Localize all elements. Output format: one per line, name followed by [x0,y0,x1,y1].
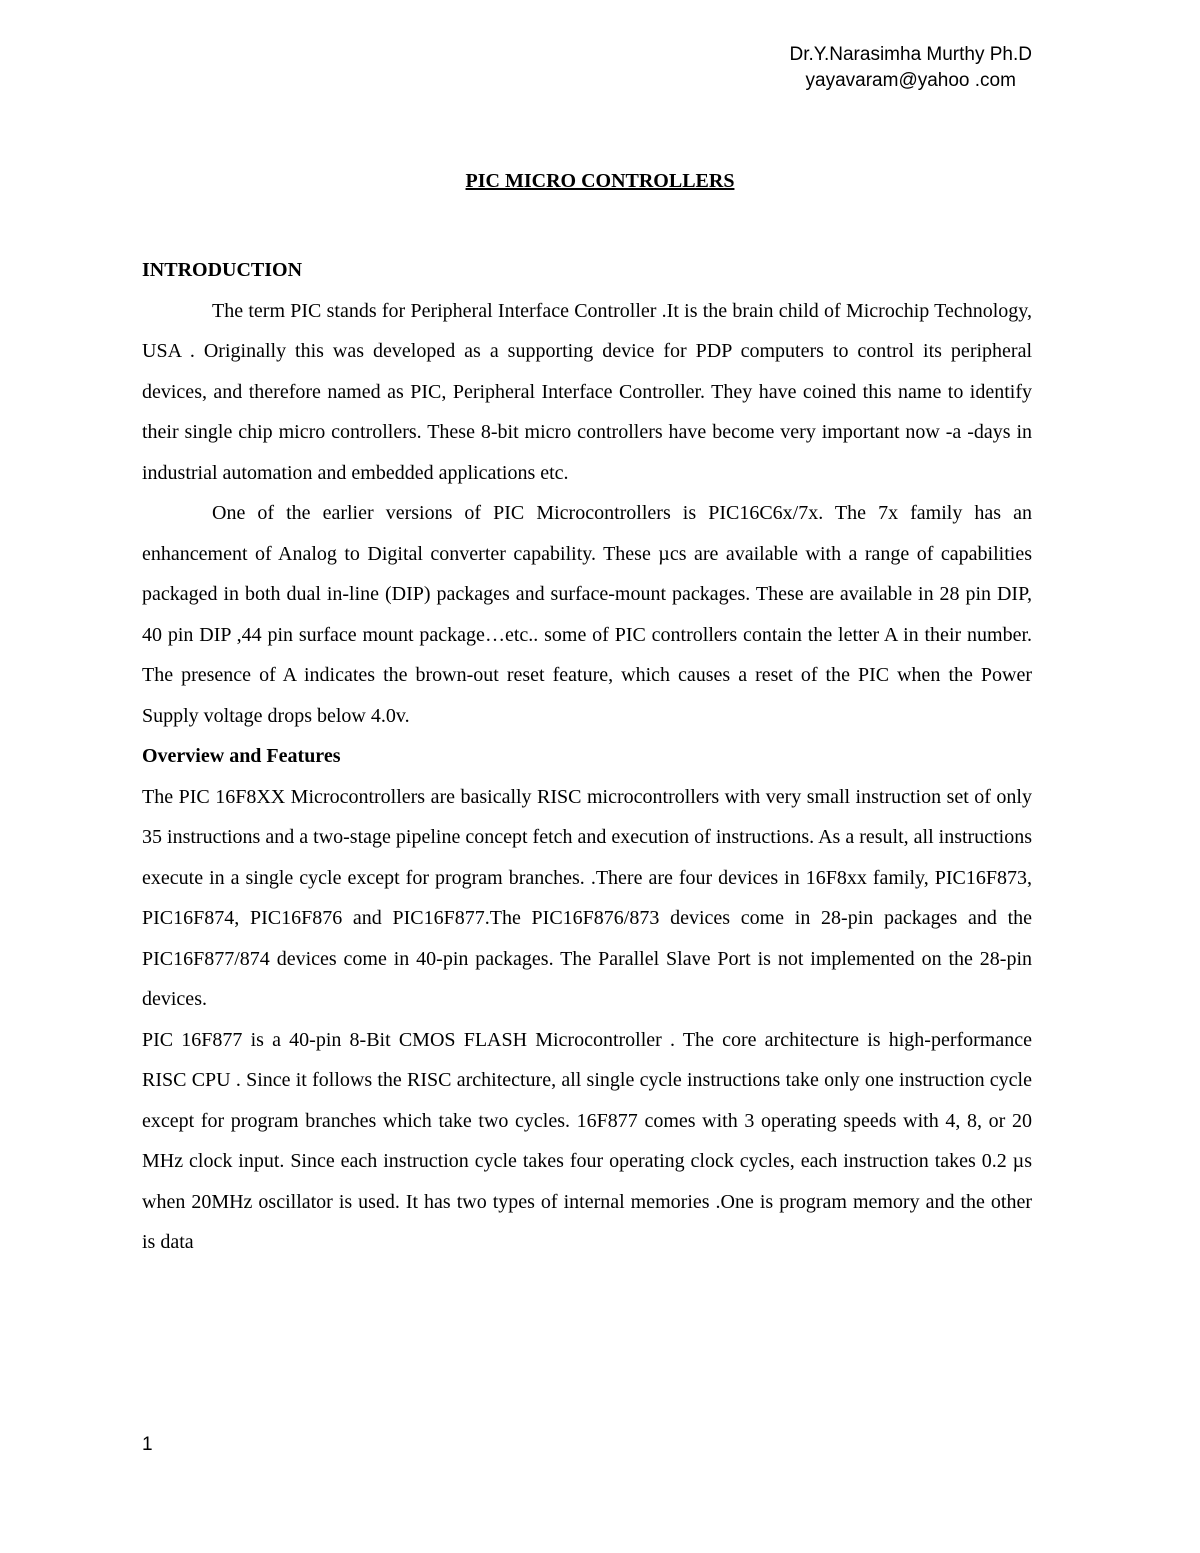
introduction-paragraph-1: The term PIC stands for Peripheral Interface Controller .It is the brain child of Microchip Technology, USA . Originally this was developed as a supporting device for PDP computers to control its peripheral devices, and therefore named as PIC, Peripheral Interface Controller. They have coined this name to identify their single chip micro controllers. These 8-bit micro controllers have become very important now -a -days in industrial automation and embedded applications etc. [142,299,1032,484]
overview-paragraph-1: The PIC 16F8XX Microcontrollers are basically RISC microcontrollers with very small instruction set of only 35 instructions and a two-stage pipeline concept fetch and execution of instructions. As a result, all instructions execute in a single cycle except for program branches. .There are four devices in 16F8xx family, PIC16F873, PIC16F874, PIC16F876 and PIC16F877.The PIC16F876/873 devices come in 28-pin packages and the PIC16F877/874 devices come in 40-pin packages. The Parallel Slave Port is not implemented on the 28-pin devices. [142,785,1032,1010]
page-header [789,42,1032,94]
section-heading-introduction: INTRODUCTION [142,259,303,281]
author-name: Dr.Y.Narasimha Murthy Ph.D [789,44,1032,65]
page-number: 1 [142,1434,153,1455]
section-heading-overview: Overview and Features [142,745,341,767]
document-title: PIC MICRO CONTROLLERS [465,170,735,192]
introduction-paragraph-2: One of the earlier versions of PIC Microcontrollers is PIC16C6x/7x. The 7x family has an enhancement of Analog to Digital converter capability. These µcs are available with a range of capabilities packaged in both dual in-line (DIP) packages and surface-mount packages. These are available in 28 pin DIP, 40 pin DIP ,44 pin surface mount package…etc.. some of PIC controllers contain the letter A in their number. The presence of A indicates the brown-out reset feature, which causes a reset of the PIC when the Power Supply voltage drops below 4.0v. [142,502,1032,727]
author-email: yayavaram@yahoo .com [805,70,1016,91]
overview-paragraph-2: PIC 16F877 is a 40-pin 8-Bit CMOS FLASH Microcontroller . The core architecture is high-performance RISC CPU . Since it follows the RISC architecture, all single cycle instructions take only one instruction cycle except for program branches which take two cycles. 16F877 comes with 3 operating speeds with 4, 8, or 20 MHz clock input. Since each instruction cycle takes four operating clock cycles, each instruction takes 0.2 µs when 20MHz oscillator is used. It has two types of internal memories .One is program memory and the other is data [142,1028,1032,1253]
document-body [142,250,1032,1263]
